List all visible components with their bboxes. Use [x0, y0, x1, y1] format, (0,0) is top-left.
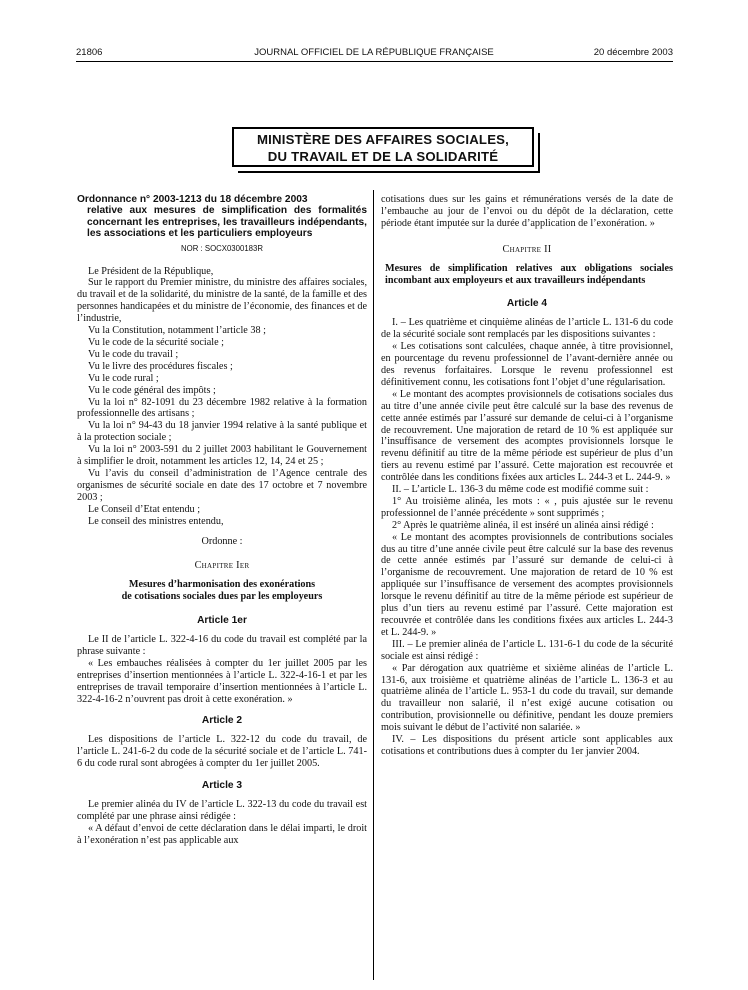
visa-11: Le Conseil d’Etat entendu ;	[88, 503, 201, 515]
visa-9: Vu la loi n° 2003-591 du 2 juillet 2003 habilitant le Gouvernement à simplifier le droit, notamment les articles 12, 14, 24 et 25 ;	[77, 444, 367, 468]
ministry-line-1: MINISTÈRE DES AFFAIRES SOCIALES,	[256, 132, 510, 147]
article-2-para-1: Les dispositions de l’article L. 322-12 du code du travail, de l’article L. 241-6-2 du code de la sécurité sociale et de l’article L. 741-6 du code rural sont abrogées à compter du 1er juillet 2005.	[77, 734, 367, 770]
nor-reference: NOR : SOCX0300183R	[181, 243, 263, 253]
article-1-heading: Article 1er	[197, 615, 247, 627]
ordonnance-title-rest: relative aux mesures de simplification des formalités concernant les entreprises, les travailleurs indépendants, les associations et les particuliers employeurs	[87, 205, 367, 240]
page-number: 21806	[76, 47, 103, 58]
journal-title: JOURNAL OFFICIEL DE LA RÉPUBLIQUE FRANÇAISE	[254, 47, 494, 58]
article-1-para-1: Le II de l’article L. 322-4-16 du code du travail est complété par la phrase suivante :	[77, 634, 367, 657]
chapter-1-heading: Chapitre Ier	[194, 560, 250, 572]
article-4-para-4: II. – L’article L. 136-3 du même code est modifié comme suit :	[392, 484, 649, 496]
visa-5: Vu le code rural ;	[88, 372, 159, 384]
visa-4: Vu le livre des procédures fiscales ;	[88, 360, 233, 372]
article-3-heading: Article 3	[201, 780, 243, 792]
article-4-para-10: IV. – Les dispositions du présent article sont applicables aux cotisations et contributions dues à compter du 1er janvier 2004.	[381, 734, 673, 757]
article-1-para-2: « Les embauches réalisées à compter du 1er juillet 2005 par les entreprises d’insertion mentionnées à l’article L. 322-4-16-1 et par les entreprises de travail temporaire d’insertion mentionnées à l’article L. 322-4-16-2 n’ouvrent pas droit à cette exonération. »	[77, 657, 367, 705]
header-rule	[76, 61, 673, 62]
preamble-rapport: Sur le rapport du Premier ministre, du ministre des affaires sociales, du travail et de la solidarité, du ministre de la santé, de la famille et des personnes handicapées et du ministre de l’économie, des finances et de l’industrie,	[77, 277, 367, 325]
article-4-para-7: « Le montant des acomptes provisionnels de contributions sociales dus au titre d’une année civile peut être calculé sur la base des revenus de cette année estimés par l’assuré sur demande de celui-ci à l’organisme de recouvrement. Une majoration de retard de 10 % est appliquée sur l’insuffisance de versement des acomptes provisionnels lorsque le revenu définitif au titre de la même période est supérieur de plus d’un tiers au revenu estimé par l’assuré. Cette majoration est recouvrée et contrôlée dans les conditions fixées aux articles L. 244-3 et L. 244-9. »	[381, 531, 673, 638]
issue-date: 20 décembre 2003	[593, 47, 673, 58]
visa-10: Vu l’avis du conseil d’administration de l’Agence centrale des organismes de sécurité sociale en date des 17 octobre et 7 novembre 2003 ;	[77, 467, 367, 503]
chapter-1-title-line-1: Mesures d’harmonisation des exonérations	[128, 579, 316, 591]
ordonne: Ordonne :	[201, 536, 243, 548]
article-3-para-2: « A défaut d’envoi de cette déclaration dans le délai imparti, le droit à l’exonération n’est pas applicable aux	[77, 822, 367, 846]
visa-8: Vu la loi n° 94-43 du 18 janvier 1994 relative à la santé publique et à la protection sociale ;	[77, 420, 367, 444]
visa-1: Vu la Constitution, notamment l’article 38 ;	[88, 325, 266, 337]
chapter-1-title	[77, 579, 367, 603]
article-4-para-2: « Les cotisations sont calculées, chaque année, à titre provisionnel, en pourcentage du revenu professionnel de l’avant-dernière année ou des revenus forfaitaires. Lorsque le revenu professionnel est définitivement connu, les cotisations font l’objet d’une régularisation.	[381, 341, 673, 388]
article-4-para-8: III. – Le premier alinéa de l’article L. 131-6-1 du code de la sécurité sociale est ainsi rédigé :	[381, 638, 673, 662]
visa-7: Vu la loi n° 82-1091 du 23 décembre 1982 relative à la formation professionnelle des artisans ;	[77, 396, 367, 420]
visa-12: Le conseil des ministres entendu,	[88, 515, 224, 527]
article-4-para-1: I. – Les quatrième et cinquième alinéas de l’article L. 131-6 du code de la sécurité sociale sont remplacés par les dispositions suivantes :	[381, 317, 673, 341]
chapter-2-heading: Chapitre II	[502, 243, 552, 255]
article-2-heading: Article 2	[201, 715, 243, 727]
ministry-line-2: DU TRAVAIL ET DE LA SOLIDARITÉ	[267, 149, 499, 164]
article-4-para-3: « Le montant des acomptes provisionnels de cotisations sociales dus au titre d’une année civile peut être calculé sur la base des revenus de cette année estimés par l’assuré sur demande de celui-ci à l’organisme de recouvrement. Une majoration de retard de 10 % est appliquée sur l’insuffisance de versement des acomptes provisionnels lorsque le revenu définitif au titre de la même période est supérieur de plus d’un tiers au revenu estimé par l’assuré. Cette majoration est recouvrée et contrôlée dans les conditions fixées aux articles L. 244-3 et L. 244-9. »	[381, 388, 673, 484]
article-4-para-9: « Par dérogation aux quatrième et sixième alinéas de l’article L. 131-6, aux troisième et quatrième alinéas de l’article L. 136-3 et au quatrième alinéa de l’article L. 953-1 du code du travail, sur demande du travailleur non salarié, il n’est exigé aucune cotisation ou contribution, provisionnelle ou définitive, pendant les douze premiers mois suivant le début de l’activité non salariée. »	[381, 662, 673, 734]
visa-6: Vu le code général des impôts ;	[88, 384, 216, 396]
left-column	[77, 194, 367, 847]
article-4-para-6: 2° Après le quatrième alinéa, il est inséré un alinéa ainsi rédigé :	[392, 519, 654, 531]
chapter-1-title-line-2: de cotisations sociales dues par les employeurs	[121, 591, 323, 603]
chapter-2-title: Mesures de simplification relatives aux obligations sociales incombant aux employeurs et aux travailleurs indépendants	[385, 262, 673, 286]
ministry-box	[232, 127, 534, 167]
preamble-president: Le Président de la République,	[88, 265, 214, 277]
article-4-para-5: 1° Au troisième alinéa, les mots : « , puis ajustée sur le revenu professionnel de l’année précédente » sont supprimés ;	[381, 495, 673, 519]
visa-2: Vu le code de la sécurité sociale ;	[88, 336, 225, 348]
column-divider	[373, 190, 374, 980]
visa-3: Vu le code du travail ;	[88, 348, 179, 360]
article-3-para-1: Le premier alinéa du IV de l’article L. 322-13 du code du travail est complété par une phrase ainsi rédigée :	[77, 798, 367, 822]
ordonnance-title	[77, 194, 367, 240]
ordonnance-title-line-1: Ordonnance n° 2003-1213 du 18 décembre 2003	[77, 194, 308, 205]
article-4-heading: Article 4	[506, 298, 548, 310]
right-column	[381, 194, 673, 758]
article-3-continuation: cotisations dues sur les gains et rémunérations versés de la date de l’embauche au jour de l’envoi ou du dépôt de la déclaration, cette période étant imputée sur la durée d’application de l’exonération. »	[381, 194, 673, 229]
